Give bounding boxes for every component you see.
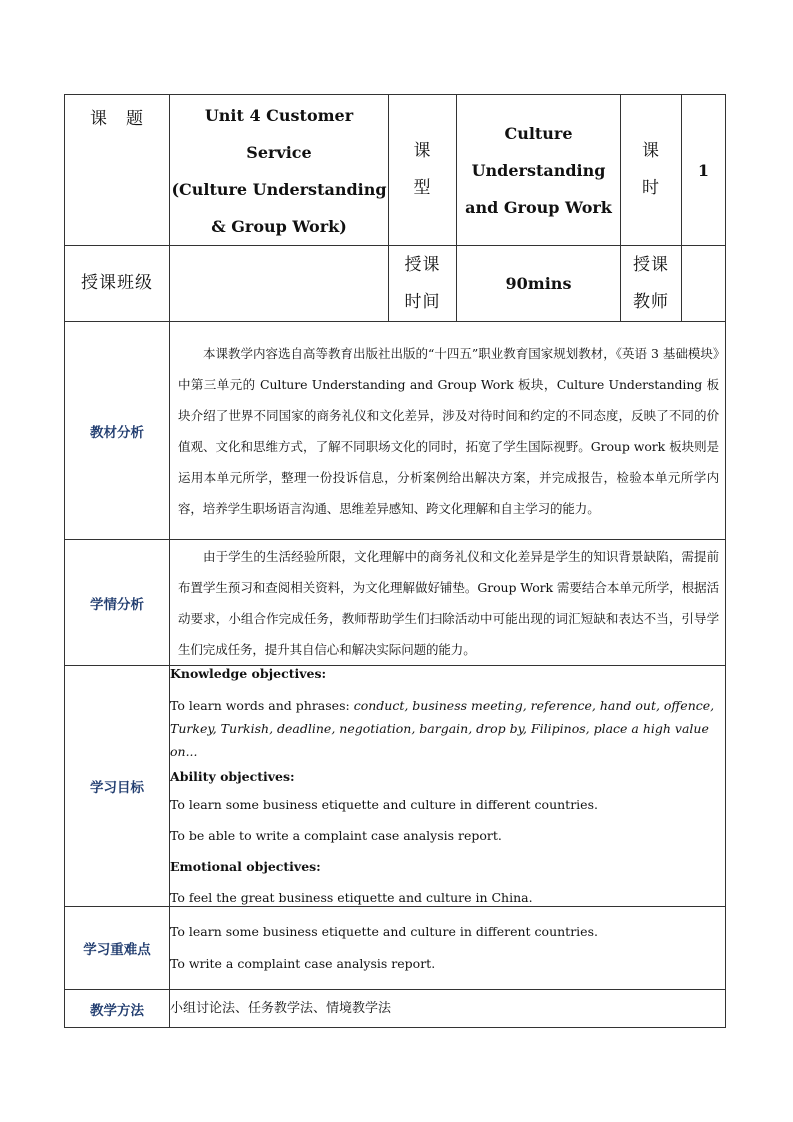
topic-line-3: & Group Work): [211, 217, 347, 236]
ability-item-2: To be able to write a complaint case analysis report.: [170, 828, 502, 843]
type-line-1: Culture: [504, 123, 573, 143]
type-value-cell: [457, 95, 621, 246]
time-value: 90mins: [505, 274, 572, 293]
teacher-label-1: 授课: [633, 254, 669, 275]
type-line-2: Understanding: [471, 160, 606, 180]
period-label-2: 时: [642, 178, 660, 198]
class-time-row: [65, 246, 726, 322]
topic-line-2: (Culture Understanding: [171, 180, 387, 199]
focus-label-cell: [65, 907, 170, 990]
class-label: 授课班级: [81, 273, 153, 293]
objectives-label: 学习目标: [90, 780, 144, 796]
period-label-1: 课: [642, 141, 660, 161]
focus-row: [65, 907, 726, 990]
teacher-value-cell: [682, 246, 726, 322]
knowledge-title: Knowledge objectives:: [170, 666, 327, 681]
students-content-cell: [170, 540, 726, 666]
topic-line-1: Unit 4 Customer Service: [204, 106, 354, 162]
students-text: 由于学生的生活经验所限，文化理解中的商务礼仪和文化差异是学生的知识背景缺陷，需提前布置学生预习和查阅相关资料，为文化理解做好铺垫。Group Work 需要结合本单元所学，根据活动要求，小组合作完成任务，教师帮助学生们扫除活动中可能出现的词汇短缺和表达不当，引导学生们完成任务，提升其自信心和解决实际问题的能力。: [178, 548, 719, 657]
class-value-cell: [170, 246, 389, 322]
students-label-cell: [65, 540, 170, 666]
header-row: [65, 95, 726, 246]
objectives-content-cell: [170, 666, 726, 907]
methods-text: 小组讨论法、任务教学法、情境教学法: [170, 1001, 392, 1016]
time-label-cell: [389, 246, 457, 322]
teacher-label-2: 教师: [633, 291, 669, 312]
objectives-label-cell: [65, 666, 170, 907]
methods-row: [65, 990, 726, 1028]
ability-title: Ability objectives:: [170, 769, 295, 784]
time-label-1: 授课: [404, 254, 441, 275]
teacher-label-cell: [621, 246, 682, 322]
textbook-row: [65, 322, 726, 540]
textbook-content-cell: [170, 322, 726, 540]
topic-value-cell: [170, 95, 389, 246]
knowledge-words-line: [170, 694, 725, 763]
focus-item-1: To learn some business etiquette and culture in different countries.: [170, 924, 598, 939]
class-label-cell: [65, 246, 170, 322]
type-label-cell: [389, 95, 457, 246]
period-label-cell: [621, 95, 682, 246]
textbook-text: 本课教学内容选自高等教育出版社出版的“十四五”职业教育国家规划教材，《英语 3 基础模块》中第三单元的 Culture Understanding and Group Work 板块，Culture Understanding 板块介绍了世界不同国家的商务礼仪和文化差异，涉及对待时间和约定的不同态度，反映了不同的价值观、文化和思维方式，了解不同职场文化的同时，拓宽了学生国际视野。Group work 板块则是运用本单元所学，整理一份投诉信息，分析案例给出解决方案，并完成报告，检验本单元所学内容，培养学生职场语言沟通、思维差异感知、跨文化理解和自主学习的能力。: [178, 345, 719, 516]
focus-label: 学习重难点: [83, 942, 151, 958]
knowledge-words: conduct, business meeting, reference, hand out, offence, Turkey, Turkish, deadline, negotiation, bargain, drop by, Filipinos, place a high value on...: [170, 698, 715, 759]
topic-label: 课 题: [90, 109, 144, 129]
type-line-3: and Group Work: [465, 197, 612, 217]
lesson-plan-table: [64, 94, 726, 1028]
time-label-2: 时间: [404, 291, 441, 312]
time-value-cell: [457, 246, 621, 322]
type-label-1: 课: [413, 141, 432, 161]
objectives-row: [65, 666, 726, 907]
methods-label-cell: [65, 990, 170, 1028]
type-label-2: 型: [413, 178, 432, 198]
methods-content-cell: [170, 990, 726, 1028]
period-value-cell: [682, 95, 726, 246]
methods-label: 教学方法: [90, 1002, 144, 1019]
ability-item-1: To learn some business etiquette and culture in different countries.: [170, 797, 598, 812]
emotional-title: Emotional objectives:: [170, 859, 321, 874]
textbook-label: 教材分析: [90, 424, 144, 441]
students-row: [65, 540, 726, 666]
students-label: 学情分析: [90, 596, 144, 613]
focus-item-2: To write a complaint case analysis report.: [170, 956, 436, 971]
textbook-label-cell: [65, 322, 170, 540]
topic-label-cell: [65, 95, 170, 246]
focus-content-cell: [170, 907, 726, 990]
emotional-item-1: To feel the great business etiquette and culture in China.: [170, 890, 533, 905]
knowledge-lead: To learn words and phrases:: [170, 698, 354, 713]
period-value: 1: [697, 160, 710, 180]
